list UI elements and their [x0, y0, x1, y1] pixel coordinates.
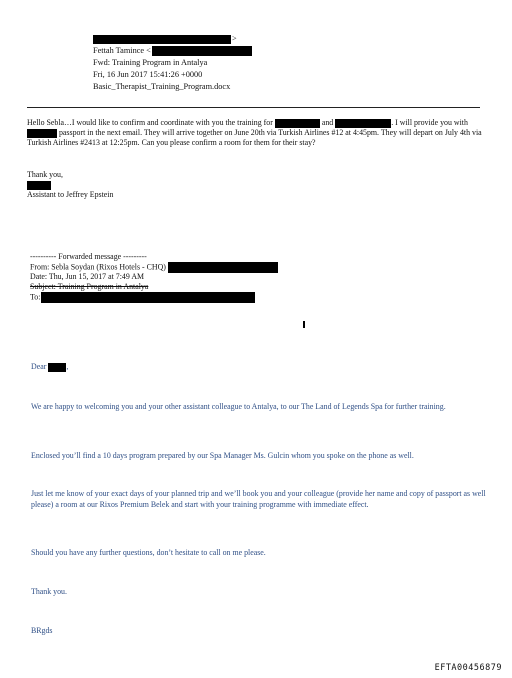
redaction-block [335, 119, 391, 128]
body-thanks: Thank you. [31, 587, 67, 596]
message-text: Hello Sebla…I would like to confirm and coordinate with you the training for [27, 118, 273, 127]
redaction-block [27, 129, 57, 138]
message-signature: Assistant to Jeffrey Epstein [27, 190, 114, 199]
body-paragraph [31, 402, 486, 413]
attachments-value: Basic_Therapist_Training_Program.docx [93, 82, 231, 91]
body-signoff: BRgds [31, 626, 53, 635]
body-paragraph-text: We are happy to welcoming you and your other assistant colleague to Antalya, to our The Land of Legends Spa for further training. [31, 402, 446, 411]
from-value: > [93, 33, 237, 44]
body-paragraph [31, 548, 486, 559]
body-paragraph [31, 489, 486, 510]
body-greeting [31, 362, 486, 373]
redaction-block [168, 262, 278, 273]
date-value: Fri, 16 Jun 2017 15:41:26 +0000 [93, 70, 203, 79]
forwarded-to-label: To: [30, 292, 41, 302]
redaction-block [27, 181, 51, 190]
message-text: and [321, 118, 334, 127]
forwarded-date: Date: Thu, Jun 15, 2017 at 7:49 AM [30, 272, 145, 281]
forwarded-subject [30, 282, 148, 292]
body-paragraph-text: Should you have any further questions, don’t hesitate to call on me please. [31, 548, 266, 557]
forwarded-subject-text: Subject: Training Program in Antalya [30, 282, 149, 291]
header-divider [27, 107, 480, 108]
subject-value: Fwd: Training Program in Antalya [93, 58, 208, 67]
body-paragraph-text: Enclosed you’ll find a 10 days program prepared by our Spa Manager Ms. Gulcin whom you spoke on the phone as well. [31, 451, 414, 460]
redaction-block [275, 119, 320, 128]
redaction-block [93, 35, 231, 44]
message-text: passport in the next email. They will arrive together on June 20th via Turkish Airlines #12 at 4:45pm. They will depart on July 4th via Turkish Airlines #2413 at 12:25pm. Can you please confirm a room for them for their stay? [27, 128, 482, 147]
forwarded-divider: ---------- Forwarded message --------- [30, 252, 147, 261]
redaction-block [48, 362, 69, 372]
redaction-block [41, 292, 255, 303]
greeting-text: Dear [31, 362, 47, 371]
forwarded-from-text: From: Sebla Soydan (Rixos Hotels - CHQ) [30, 262, 166, 272]
message-paragraph [27, 118, 483, 148]
body-paragraph [31, 451, 486, 462]
bates-number: EFTA00456879 [434, 663, 502, 673]
to-value-text: Fettah Tamince < [93, 46, 151, 55]
forwarded-to [30, 292, 255, 303]
message-thanks: Thank you, [27, 170, 63, 179]
body-paragraph-text: Just let me know of your exact days of your planned trip and we’ll book you and your colleague (provide her name and copy of passport as well please) a room at our Rixos Premium Belek and start with your training programme with immediate effect. [31, 489, 486, 509]
redaction-block [152, 46, 252, 56]
message-closing [27, 170, 483, 200]
greeting-punct: , [66, 362, 69, 371]
to-value [93, 45, 252, 56]
message-text: . I will provide you with [391, 118, 468, 127]
stray-mark [303, 321, 305, 328]
